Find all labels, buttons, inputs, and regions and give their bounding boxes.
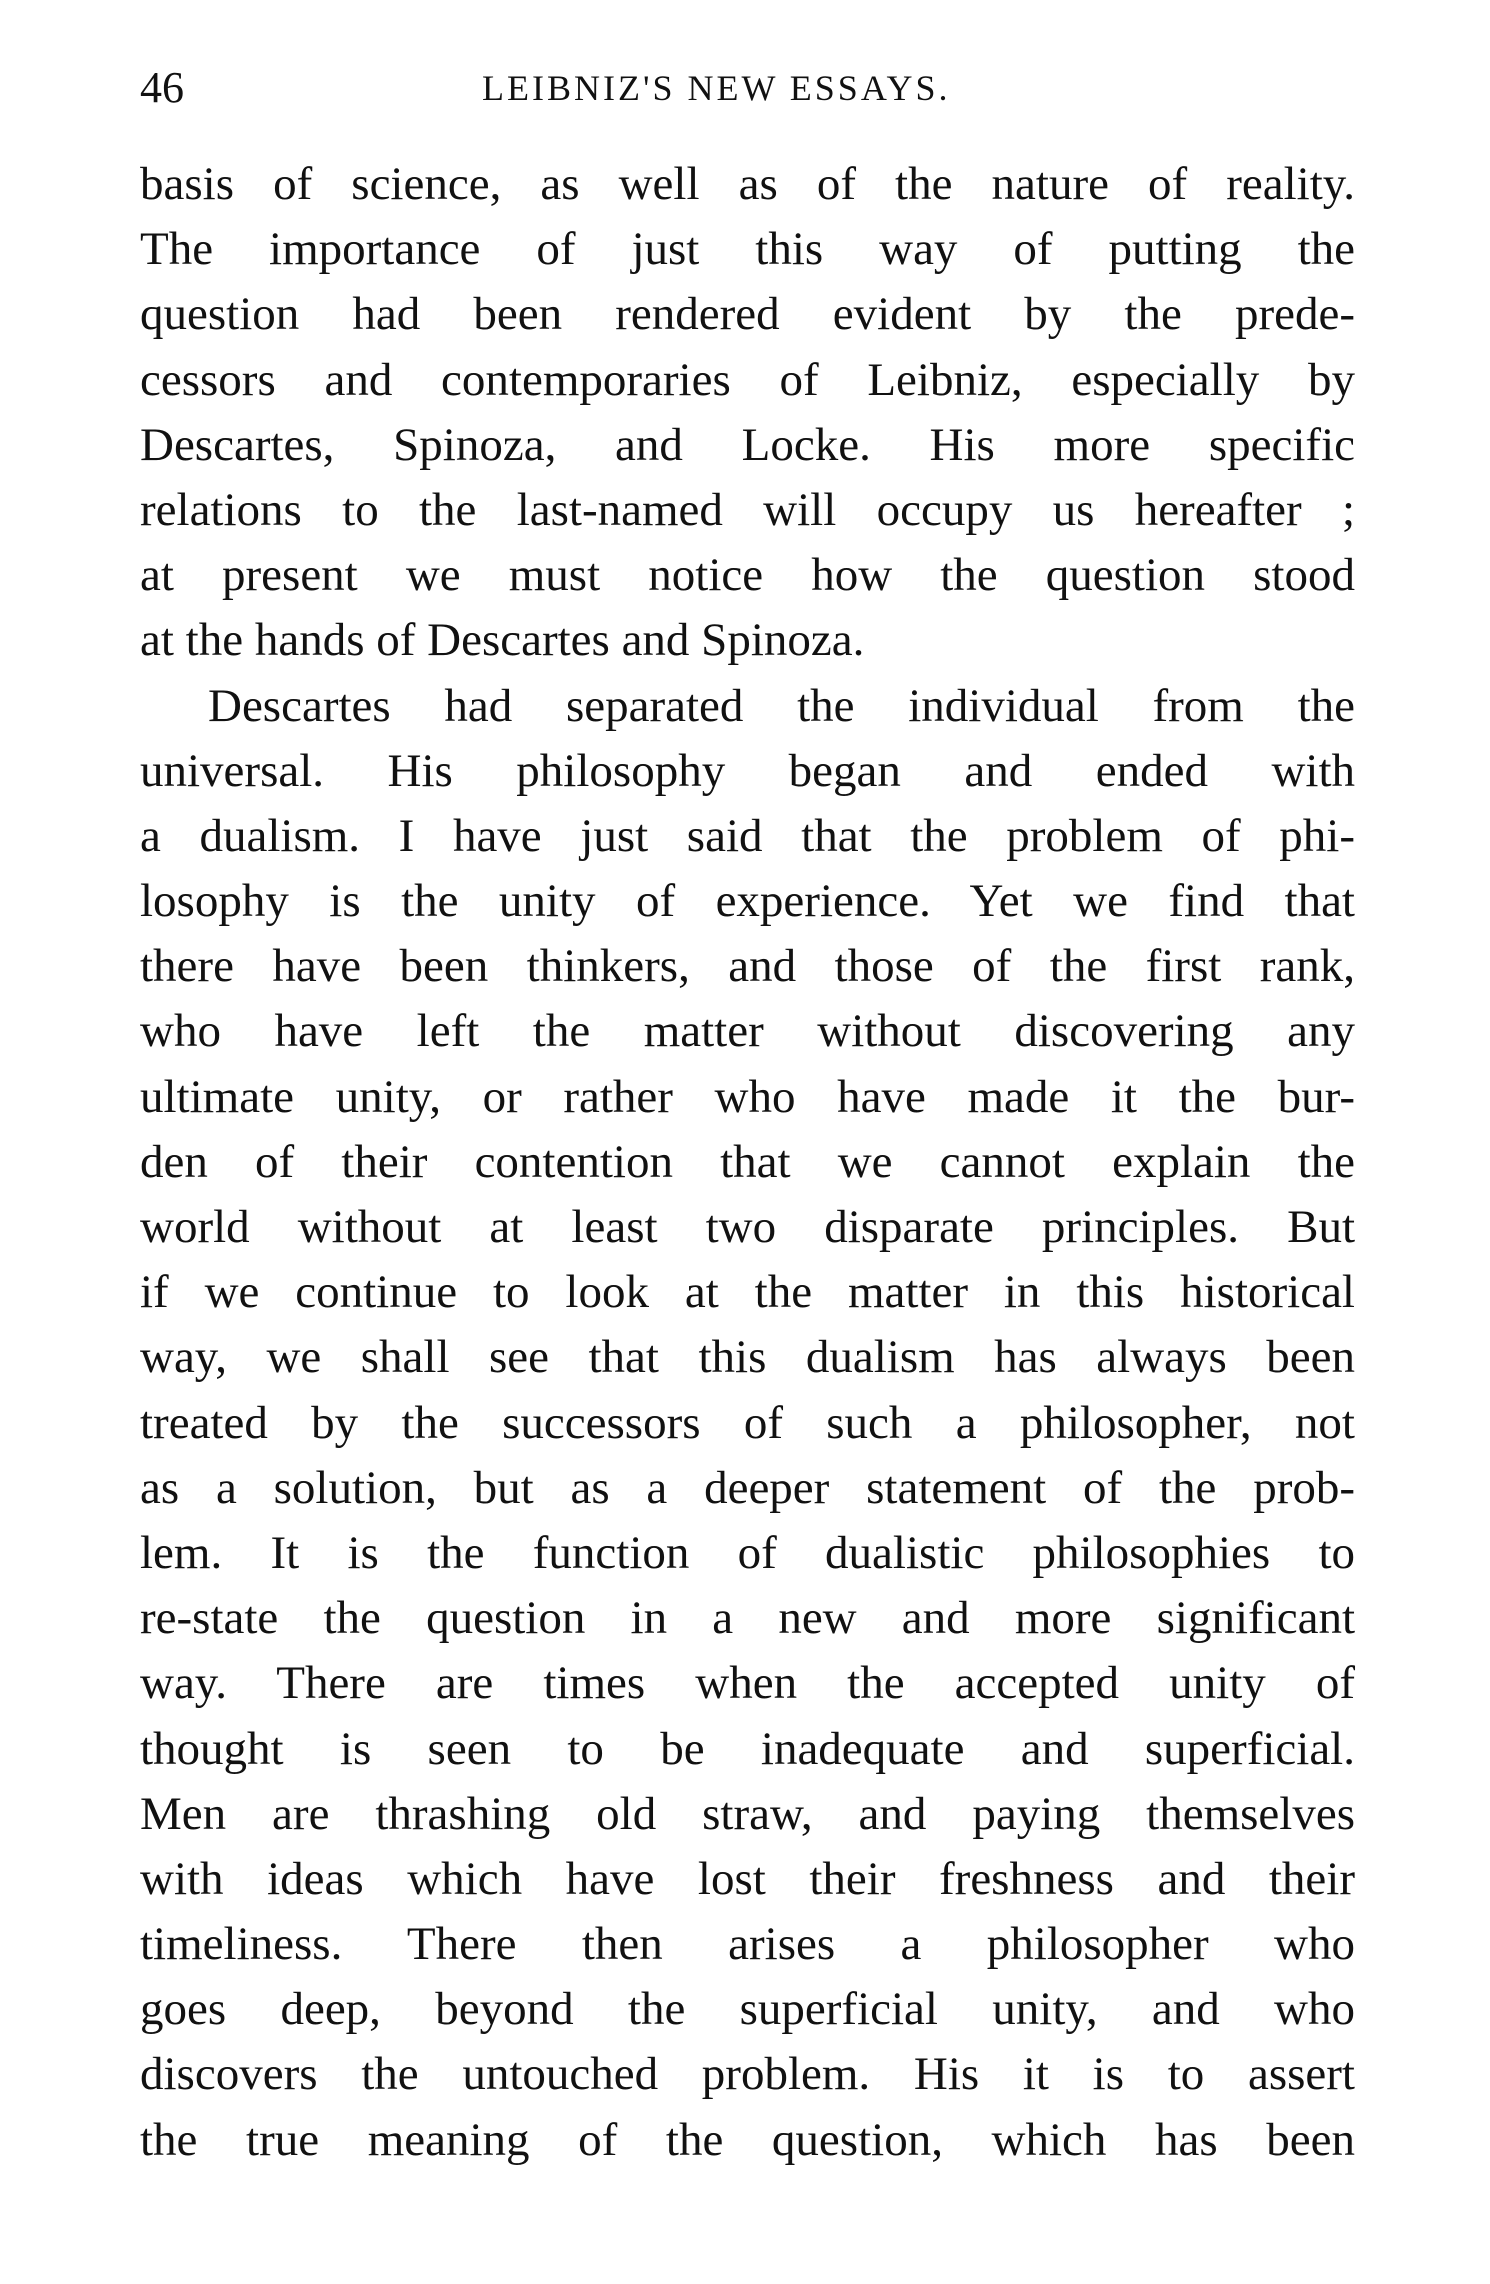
- text-line: goes deep, beyond the superficial unity, and who: [140, 1983, 1355, 2036]
- text-line: treated by the successors of such a philosopher, not: [140, 1396, 1355, 1449]
- text-line: basis of science, as well as of the nature of reality.: [140, 158, 1355, 210]
- page-number: 46: [140, 63, 184, 112]
- text-line: there have been thinkers, and those of the first rank,: [140, 940, 1355, 993]
- text-line: losophy is the unity of experience. Yet we find that: [140, 875, 1355, 928]
- text-line: den of their contention that we cannot explain the: [140, 1135, 1355, 1188]
- text-line: Descartes, Spinoza, and Locke. His more specific: [140, 418, 1355, 471]
- text-line: relations to the last-named will occupy us hereafter ;: [140, 483, 1355, 536]
- text-line: lem. It is the function of dualistic philosophies to: [140, 1526, 1355, 1579]
- text-line: discovers the untouched problem. His it is to assert: [140, 2048, 1355, 2101]
- text-line: thought is seen to be inadequate and superficial.: [140, 1722, 1355, 1775]
- running-title: LEIBNIZ'S NEW ESSAYS.: [482, 68, 951, 108]
- text-line: re-state the question in a new and more significant: [140, 1592, 1355, 1645]
- text-line: Men are thrashing old straw, and paying themselves: [140, 1787, 1355, 1840]
- text-line: with ideas which have lost their freshness and their: [140, 1852, 1355, 1905]
- text-line: ultimate unity, or rather who have made it the bur-: [140, 1070, 1355, 1123]
- paragraph-start-line: Descartes had separated the individual from the: [208, 679, 1355, 732]
- text-line: universal. His philosophy began and ended with: [140, 744, 1355, 797]
- text-line: if we continue to look at the matter in this historical: [140, 1266, 1355, 1319]
- text-line: as a solution, but as a deeper statement of the prob-: [140, 1461, 1355, 1514]
- page-header: [140, 58, 1350, 118]
- text-line: the true meaning of the question, which has been: [140, 2113, 1355, 2166]
- text-line: world without at least two disparate principles. But: [140, 1201, 1355, 1253]
- text-line: at the hands of Descartes and Spinoza.: [140, 614, 865, 667]
- text-line: timeliness. There then arises a philosopher who: [140, 1918, 1355, 1971]
- text-line: cessors and contemporaries of Leibniz, especially by: [140, 353, 1355, 406]
- text-line: a dualism. I have just said that the problem of phi-: [140, 809, 1355, 862]
- body-text: [140, 152, 1355, 2173]
- text-line: The importance of just this way of putting the: [140, 223, 1355, 276]
- text-line: way. There are times when the accepted unity of: [140, 1657, 1355, 1710]
- text-line: way, we shall see that this dualism has always been: [140, 1331, 1355, 1384]
- text-line: question had been rendered evident by the prede-: [140, 288, 1355, 341]
- text-line: who have left the matter without discovering any: [140, 1005, 1355, 1058]
- text-line: at present we must notice how the question stood: [140, 549, 1355, 602]
